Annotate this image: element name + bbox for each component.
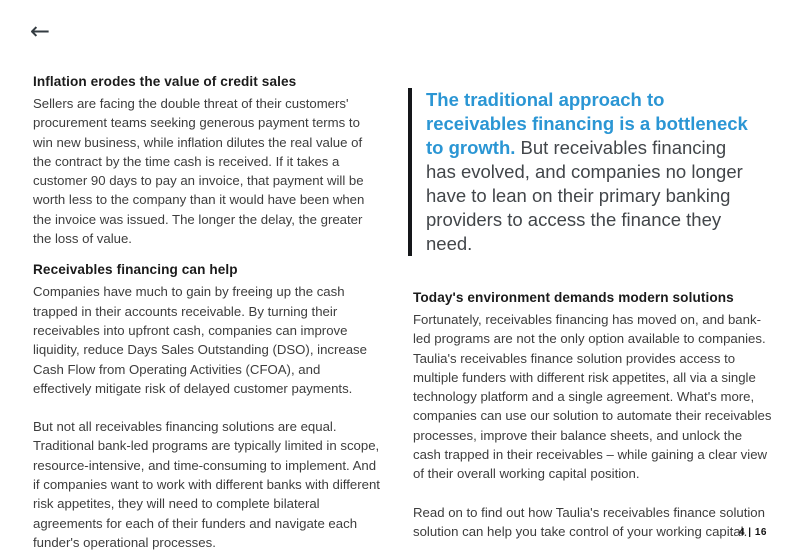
paragraph: Fortunately, receivables financing has moved on, and bank-led programs are not the only option available to companies. Taulia's receivables finance solution provides access to multiple funders with different risk appetites, all via a single technology platform and a single agreement. What's more, companies can use our solution to automate their receivables processes, improve their balance sheets, and unlock the cash trapped in their receivables – while gaining a clear view of their overall working capital position. — [413, 312, 772, 482]
quote-highlight-text: The traditional approach to receivables financing is a bottleneck to growth. — [426, 89, 748, 158]
right-text-column — [413, 88, 773, 541]
paragraph: Companies have much to gain by freeing up the cash trapped in their accounts receivable. By turning their receivables into upfront cash, companies can improve liquidity, reduce Days Sales Outstanding (DSO), increase Cash Flow from Operating Activities (CFOA), and effectively mitigate risk of delayed customer payments. — [33, 284, 367, 396]
pull-quote — [408, 88, 760, 256]
section-modern-solutions — [413, 289, 773, 541]
paragraph: Sellers are facing the double threat of their customers' procurement teams seeking generous payment terms to win new business, while inflation dilutes the real value of the contract by the time cash is received. If it takes a customer 90 days to pay an invoice, that payment will be worth less to the company than it would have been when the invoice was issued. The longer the delay, the greater the loss of value. — [33, 96, 365, 247]
section-heading: Today's environment demands modern solutions — [413, 290, 734, 305]
quote-rest-text: But receivables financing has evolved, and companies no longer have to lean on their primary banking providers to access the finance they need. — [426, 137, 743, 254]
left-text-column — [33, 73, 381, 552]
section-heading: Inflation erodes the value of credit sales — [33, 74, 297, 89]
section-receivables-financing — [33, 261, 381, 552]
paragraph: Read on to find out how Taulia's receivables finance solution solution can help you take control of your working capital. — [413, 504, 765, 539]
paragraph: But not all receivables financing solutions are equal. Traditional bank-led programs are typically limited in scope, resource-intensive, and time-consuming to implement. And if companies want to work with different banks with different risk appetites, they will need to complete bilateral agreements for each of their funders and navigate each funder's operational processes. — [33, 419, 380, 550]
page-number: 4 | 16 — [738, 527, 767, 538]
section-inflation — [33, 73, 381, 248]
section-heading: Receivables financing can help — [33, 262, 238, 278]
back-arrow-button[interactable]: ← — [30, 16, 64, 46]
